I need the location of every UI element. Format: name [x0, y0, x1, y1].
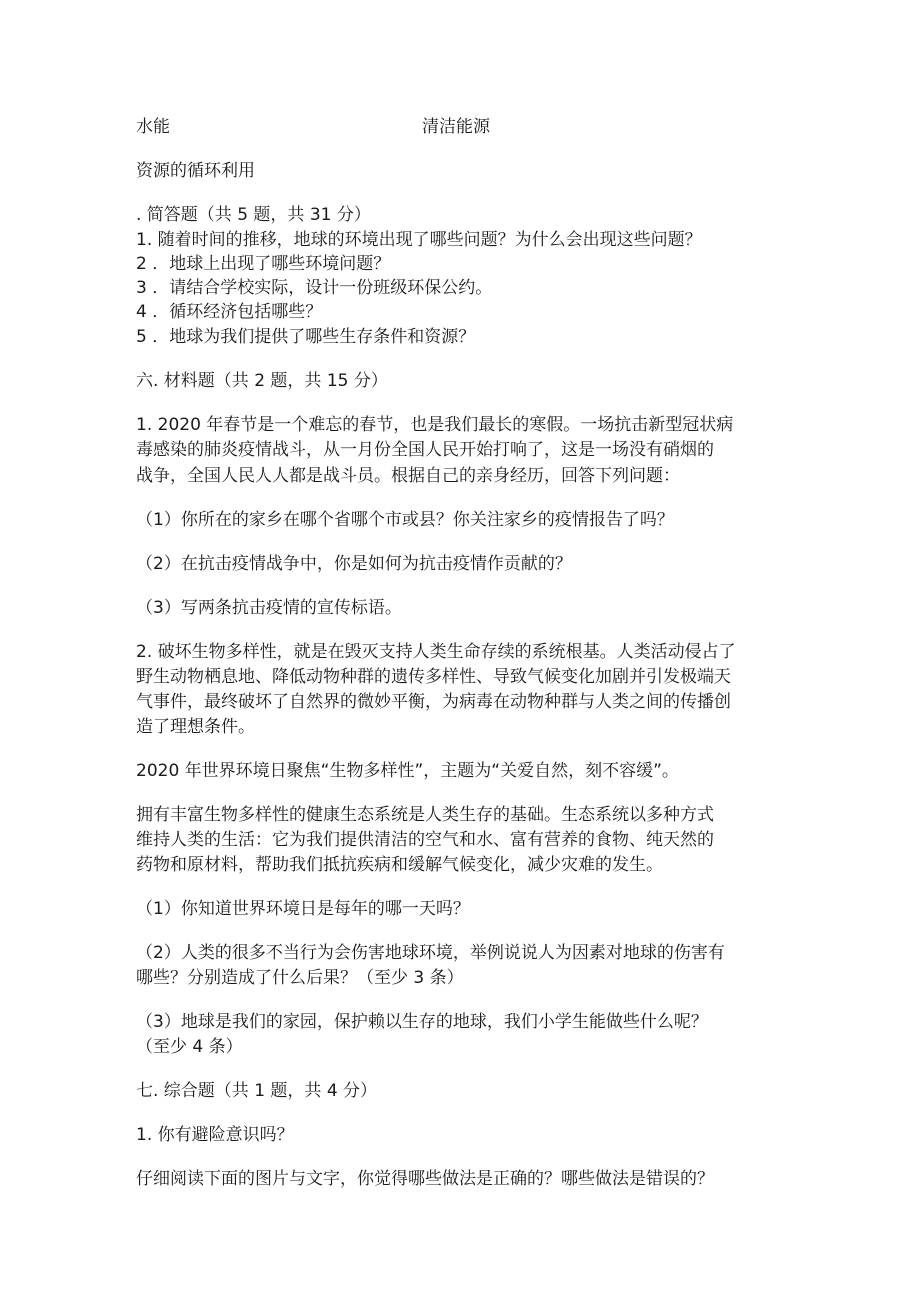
clean-energy-label: 清洁能源: [422, 117, 490, 137]
section5-question: 2 ．地球上出现了哪些环境问题？: [136, 254, 391, 274]
material-q1-line: 毒感染的肺炎疫情战斗，从一月份全国人民开始打响了，这是一场没有硝烟的: [136, 440, 714, 460]
comprehensive-q1-text: 仔细阅读下面的图片与文字，你觉得哪些做法是正确的？哪些做法是错误的？: [136, 1169, 714, 1189]
section5-question: 5 ．地球为我们提供了哪些生存条件和资源？: [136, 327, 476, 347]
material-q1-line: 1. 2020 年春节是一个难忘的春节，也是我们最长的寒假。一场抗击新型冠状病: [136, 415, 734, 435]
material-q1-line: 战争，全国人民人人都是战斗员。根据自己的亲身经历，回答下列问题：: [136, 466, 680, 486]
material-q2-line: 造了理想条件。: [136, 717, 255, 737]
material-q1-sub: （1）你所在的家乡在哪个省哪个市或县？你关注家乡的疫情报告了吗？: [136, 510, 674, 530]
material-q2-line: 气事件，最终破坏了自然界的微妙平衡，为病毒在动物种群与人类之间的传播创: [136, 692, 731, 712]
section7-heading: 七. 综合题（共 1 题，共 4 分）: [136, 1081, 378, 1101]
material-q2-line: 2. 破坏生物多样性，就是在毁灭支持人类生命存续的系统根基。人类活动侵占了: [136, 642, 736, 662]
comprehensive-q1: 1. 你有避险意识吗？: [136, 1125, 294, 1145]
material-q2-sub: （至少 4 条）: [136, 1037, 243, 1057]
section5-question: 3 ．请结合学校实际，设计一份班级环保公约。: [136, 278, 493, 298]
section5-question: 1. 随着时间的推移，地球的环境出现了哪些问题？为什么会出现这些问题？: [136, 230, 702, 250]
section6-heading: 六. 材料题（共 2 题，共 15 分）: [136, 371, 388, 391]
ecosystem-paragraph-line: 维持人类的生活：它为我们提供清洁的空气和水、富有营养的食物、纯天然的: [136, 830, 714, 850]
material-q2-sub: （2）人类的很多不当行为会伤害地球环境，举例说说人为因素对地球的伤害有: [136, 943, 725, 963]
material-q1-sub: （2）在抗击疫情战争中，你是如何为抗击疫情作贡献的？: [136, 554, 572, 574]
material-q2-sub: （3）地球是我们的家园，保护赖以生存的地球，我们小学生能做些什么呢？: [136, 1012, 708, 1032]
environment-day-paragraph: 2020 年世界环境日聚焦“生物多样性”，主题为“关爱自然，刻不容缓”。: [136, 761, 679, 781]
section5-heading: . 简答题（共 5 题，共 31 分）: [136, 205, 371, 225]
ecosystem-paragraph-line: 药物和原材料，帮助我们抵抗疾病和缓解气候变化，减少灾难的发生。: [136, 855, 663, 875]
section5-question: 4 ．循环经济包括哪些？: [136, 302, 323, 322]
material-q2-sub: （1）你知道世界环境日是每年的哪一天吗？: [136, 899, 470, 919]
ecosystem-paragraph-line: 拥有丰富生物多样性的健康生态系统是人类生存的基础。生态系统以多种方式: [136, 805, 714, 825]
material-q2-line: 野生动物栖息地、降低动物种群的遗传多样性、导致气候变化加剧并引发极端天: [136, 667, 731, 687]
recycling-label: 资源的循环利用: [136, 161, 255, 181]
material-q2-sub: 哪些？分别造成了什么后果？（至少 3 条）: [136, 968, 464, 988]
material-q1-sub: （3）写两条抗击疫情的宣传标语。: [136, 598, 402, 618]
hydro-energy-label: 水能: [136, 117, 170, 137]
